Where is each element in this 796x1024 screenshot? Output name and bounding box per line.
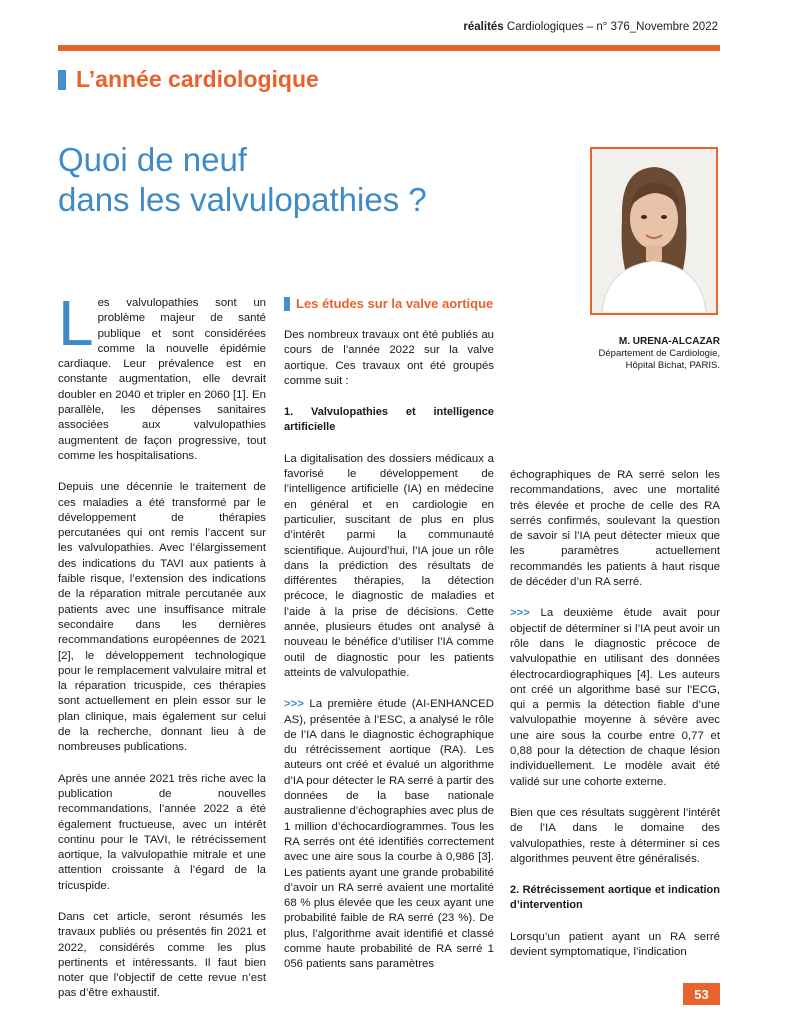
intro-paragraph xyxy=(58,287,266,464)
paragraph-text: La première étude (AI-ENHANCED AS), présentée à l’ESC, a analysé le rôle de l’IA dans le diagnostic échographique du rétrécissement aortique (RA). Les auteurs ont créé et évalué un algorithme d’IA pour détecter le RA serré à partir des données de la base nationale australienne d’échographies avec plus de 1 million d’échocardiogrammes. Tous les RA serrés ont été identifiés correctement avec une aire sous la courbe à 0,986 [3]. Les patients ayant une grande probabilité d’avoir un RA serré avaient une mortalité 68 % plus élevée que les ceux ayant une probabilité faible de RA serré (23 %). De plus, l’algorithme avait identifié et classé comme haute probabilité de RA serré 1 056 patients sans paramètres xyxy=(284,698,494,971)
paragraph: Bien que ces résultats suggèrent l’intérêt de l’IA dans le domaine des valvulopathies, reste à déterminer si ces algorithmes peuvent être généralisés. xyxy=(510,806,720,865)
column-1 xyxy=(58,287,266,1018)
journal-brand: réalités xyxy=(463,21,504,33)
paragraph xyxy=(510,606,720,790)
section-rubric xyxy=(58,66,319,93)
author-portrait-illustration xyxy=(592,149,716,313)
paragraph xyxy=(284,697,494,972)
author-hospital: Hôpital Bichat, PARIS. xyxy=(625,360,720,371)
drop-cap: L xyxy=(58,287,94,359)
rubric-marker xyxy=(58,70,66,90)
column-2 xyxy=(284,328,494,989)
title-line-2: dans les valvulopathies ? xyxy=(58,181,427,218)
arrows-marker: >>> xyxy=(510,607,530,620)
subsection-heading: 2. Rétrécissement aortique et indication d’intervention xyxy=(510,884,720,912)
paragraph: Lorsqu’un patient ayant un RA serré devient symptomatique, l’indication xyxy=(510,930,720,959)
rubric-label: L’année cardiologique xyxy=(76,66,319,92)
paragraph: La digitalisation des dossiers médicaux a favorisé le développement de l’intelligence artificielle (IA) en médecine en général et en cardiologie en particulier, suscitant de plus en plus d’intérêt parmi la communauté scientifique. Aujourd’hui, l’IA joue un rôle dans la prédiction des résultats de différentes thérapies, la détection précoce, le diagnostic de maladies et l’aide à la prise de décisions. Cette année, plusieurs études ont analysé à nouveau le bénéfice d’utiliser l’IA comme outil de diagnostic pour les patients atteints de valvulopathie. xyxy=(284,452,494,679)
section-subheading xyxy=(284,296,493,311)
journal-issue: Cardiologiques – n° 376_Novembre 2022 xyxy=(506,21,718,33)
subsection-heading: 1. Valvulopathies et intelligence artificielle xyxy=(284,406,494,434)
paragraph: Des nombreux travaux ont été publiés au cours de l’année 2022 sur la valve aortique. Ces travaux ont été groupés comme suit : xyxy=(284,329,494,387)
header-rule xyxy=(58,45,720,51)
column-3 xyxy=(510,468,720,976)
paragraph: Dans cet article, seront résumés les travaux publiés ou présentés fin 2021 et 2022, considérés comme les plus pertinents et intéressants. Il faut bien noter que l’objectif de cette revue n’est pas d’être exhaustif. xyxy=(58,910,266,1000)
paragraph: Depuis une décennie le traitement de ces maladies a été transformé par le développement de thérapies percutanées qui ont remis l’accent sur les valvulopathies. Avec l’élargissement des indications du TAVI aux patients à faible risque, l’extension des indications de la réparation mitrale percutanée aux patients avec une insuffisance mitrale secondaire dans les dernières recommandations européennes de 2021 [2], le développement technologique pour le remplacement valvulaire mitral et la réparation tricuspide, ces thérapies sont actuellement en plein essor sur le plan clinique, mais également sur celui de la recherche, donnant lieu à de nombreuses publications. xyxy=(58,481,266,754)
journal-header xyxy=(463,21,718,33)
paragraph: Après une année 2021 très riche avec la publication de nouvelles recommandations, l’année 2022 a été également fructueuse, avec un intérêt continu pour le TAVI, le rétrécissement aortique, la valvulopathie mitrale et une attention croissante à l’égard de la tricuspide. xyxy=(58,772,266,892)
author-department: Département de Cardiologie, xyxy=(598,348,720,359)
author-name: M. URENA-ALCAZAR xyxy=(618,336,720,347)
subheading-marker xyxy=(284,297,290,311)
paragraph: échographiques de RA serré selon les recommandations, avec une mortalité très élevée et proche de celle des RA serrés confirmés, soulevant la question de savoir si l’IA peut détecter mieux que les paramètres actuellement recommandés les patients à haut risque de décéder d’un RA serré. xyxy=(510,469,720,589)
intro-text: es valvulopathies sont un problème majeur de santé publique et sont considérées comme la nouvelle épidémie cardiaque. Leur prévalence est en constante augmentation, elle devrait doubler en 2040 et tripler en 2060 [1]. En parallèle, les dépenses sanitaires associées aux valvulopathies augmentent de façon progressive, tout comme les hospitalisations. xyxy=(58,297,266,462)
title-line-1: Quoi de neuf xyxy=(58,141,247,178)
arrows-marker: >>> xyxy=(284,698,304,711)
author-photo xyxy=(590,147,718,315)
article-title xyxy=(58,140,427,220)
page-number: 53 xyxy=(683,983,720,1005)
subheading-text: Les études sur la valve aortique xyxy=(296,296,494,311)
paragraph-text: La deuxième étude avait pour objectif de déterminer si l’IA peut avoir un rôle dans le diagnostic précoce de valvulopathie en utilisant des données électrocardiographiques [4]. Les auteurs ont créé un algorithme basé sur l’ECG, qui a permis la détection fiable d’une valvulopathie moyenne à sévère avec une aire sous la courbe entre 0,77 et 0,88 pour la détection de chaque lésion individuellement. Le modèle avait été validé sur une cohorte externe. xyxy=(510,607,720,788)
author-block xyxy=(530,336,720,372)
